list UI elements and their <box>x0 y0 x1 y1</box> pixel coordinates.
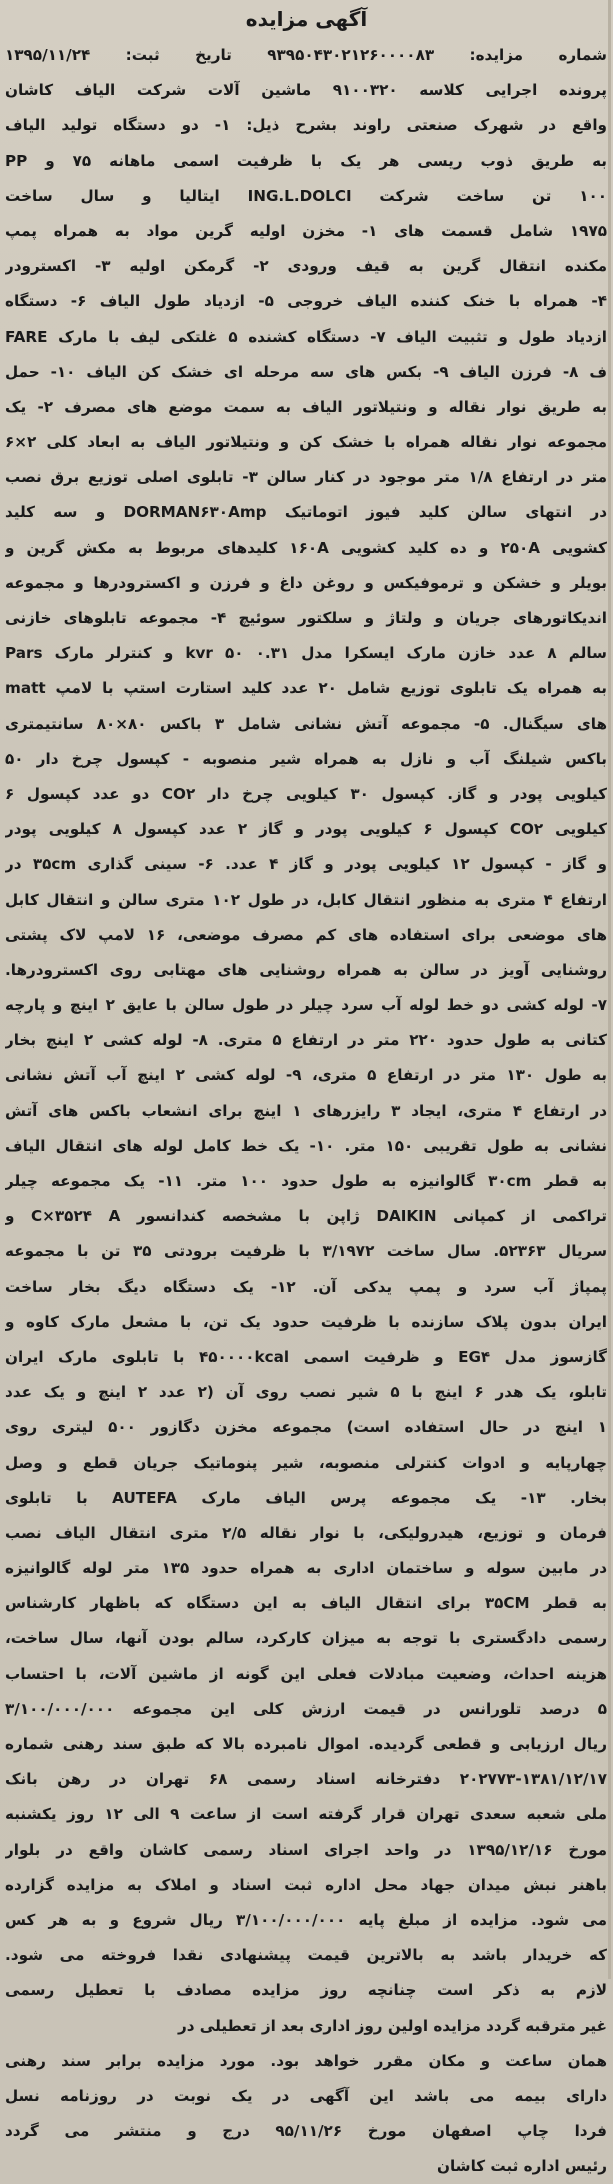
notice-line: اندیکاتورهای جریان و ولتاژ و سلکتور سوئیچ ۴- مجموعه تابلوهای خازنی <box>5 609 607 627</box>
notice-line: چهارپایه و ادوات کنترلی منصوبه، شیر پنوماتیک جریان قطع و وصل <box>5 1453 607 1472</box>
notice-line: متر در ارتفاع ۱/۸ متر موجود در کنار سالن ۳- تابلوی اصلی توزیع برق نصب <box>5 468 607 487</box>
notice-line: تابلو، یک هدر ۶ اینچ با ۵ شیر نصب روی آن (۲ عدد ۲ اینچ و یک عدد <box>5 1383 607 1402</box>
scan-edge-shadow <box>608 0 611 1979</box>
notice-line: سریال ۵۲۳۶۳. سال ساخت ۳/۱۹۷۲ با ظرفیت برودتی ۳۵ تن با مجموعه <box>5 1242 607 1261</box>
notice-line: در ارتفاع ۴ متری، ایجاد ۳ رایزرهای ۱ اینچ برای انشعاب باکس های آتش <box>5 1101 607 1120</box>
notice-line: کیلویی پودر و گاز. کپسول ۳۰ کیلویی چرخ دار CO۲ دو عدد کپسول ۶ <box>5 784 607 803</box>
notice-line: پمپاژ آب سرد و پمپ یدکی آن. ۱۲- یک دستگاه دیگ بخار ساخت <box>5 1277 607 1296</box>
notice-line: ۱۰۰ تن ساخت شرکت ING.L.DOLCI ایتالیا و سال ساخت <box>5 186 607 205</box>
notice-line: فرمان و توزیع، هیدرولیکی، با نوار نقاله ۲/۵ متری انتقال الیاف نصب <box>5 1523 607 1542</box>
notice-line: در انتهای سالن کلید فیوز اتوماتیک DORMAN۶۳۰Amp و سه کلید <box>5 503 607 522</box>
notice-line: گازسوز مدل EG۴ و ظرفیت اسمی ۴۵۰۰۰۰kcal با تابلوی مارک ایران <box>5 1347 607 1366</box>
notice-line: ۷- لوله کشی دو خط لوله آب سرد چیلر در طول سالن با عایق ۲ اینچ و پارچه <box>5 996 607 1015</box>
notice-line: هزینه احداث، وضعیت مبادلات فعلی این گونه از ماشین آلات، با احتساب <box>5 1664 607 1683</box>
notice-line: و گاز - کپسول ۱۲ کیلویی پودر و گاز ۴ عدد. ۶- سینی گذاری ۳۵cm در <box>5 855 607 874</box>
notice-line: مورخ ۱۳۹۵/۱۲/۱۶ در واحد اجرای اسناد رسمی کاشان واقع در بلوار <box>5 1840 607 1859</box>
notice-line: باهنر نبش میدان جهاد محل اداره ثبت اسناد و املاک به مزایده گزارده <box>5 1875 607 1894</box>
notice-line: واقع در شهرک صنعتی راوند بشرح ذیل: ۱- دو دستگاه تولید الیاف <box>5 116 607 135</box>
notice-line: ایران بدون پلاک سازنده با ظرفیت حدود یک تن، با مشعل مارک کاوه و <box>5 1312 607 1331</box>
notice-body <box>0 38 613 2184</box>
notice-line: می شود. مزایده از مبلغ پایه ۳/۱۰۰/۰۰۰/۰۰۰ ریال شروع و به هر کس <box>5 1910 607 1929</box>
notice-line: به طول ۱۳۰ متر در ارتفاع ۵ متری، ۹- لوله کشی ۲ اینچ آب آتش نشانی <box>5 1066 607 1085</box>
notice-line: شماره مزایده: ۹۳۹۵۰۴۳۰۲۱۲۶۰۰۰۰۸۳ تاریخ ثبت: ۱۳۹۵/۱۱/۲۴ <box>5 46 607 64</box>
notice-line: روشنایی آویز در سالن به همراه روشنایی های مهتابی روی اکسترودرها. <box>5 960 607 979</box>
notice-line: ارتفاع ۴ متری به منظور انتقال کابل، در طول ۱۰۲ متری سالن و انتقال کابل <box>5 890 607 909</box>
notice-line: غیر مترقبه گردد مزایده اولین روز اداری بعد از تعطیلی در <box>177 2016 607 2035</box>
notice-line: مجموعه نوار نقاله همراه با خشک کن و ونتیلاتور الیاف به ابعاد کلی ۲×۶ <box>5 433 607 452</box>
notice-line: نشانی به طول تقریبی ۱۵۰ متر. ۱۰- یک خط کامل لوله های انتقال الیاف <box>5 1136 607 1155</box>
notice-line: ۱۹۷۵ شامل قسمت های ۱- مخزن اولیه گرین مواد به همراه پمپ <box>5 221 607 240</box>
notice-line: ازدیاد طول و تثبیت الیاف ۷- دستگاه کشنده ۵ غلتکی لیف با مارک FARE <box>5 327 607 346</box>
notice-line: مکنده انتقال گرین به قیف ورودی ۲- گرمکن اولیه ۳- اکسترودر <box>5 257 607 276</box>
notice-line: کتانی به طول حدود ۲۲۰ متر در ارتفاع ۵ متری. ۸- لوله کشی ۲ اینچ بخار <box>5 1031 607 1050</box>
notice-line: لازم به ذکر است چنانچه روز مزایده مصادف با تعطیل رسمی <box>5 1981 607 2000</box>
notice-line: باکس شیلنگ آب و نازل به همراه شیر منصوبه - کپسول چرخ دار ۵۰ <box>5 749 607 768</box>
notice-line: در مابین سوله و ساختمان اداری به همراه حدود ۱۳۵ متر لوله گالوانیزه <box>5 1559 607 1578</box>
notice-title: آگهی مزایده <box>245 7 368 31</box>
notice-line: PP به طریق ذوب ریسی هر یک با ظرفیت اسمی ماهانه ۷۵ و <box>5 151 607 170</box>
notice-line: matt به همراه یک تابلوی توزیع شامل ۲۰ عدد کلید استارت استپ با لامپ <box>5 679 607 698</box>
notice-line: رسمی دادگستری با توجه به میزان کارکرد، سالم بودن آنها، سال ساخت، <box>5 1629 607 1648</box>
notice-line: ملی شعبه سعدی تهران قرار گرفته است از ساعت ۹ الی ۱۲ روز یکشنبه <box>5 1805 607 1824</box>
notice-line: به قطر ۳۰cm گالوانیزه به طول حدود ۱۰۰ متر. ۱۱- یک مجموعه چیلر <box>5 1172 607 1190</box>
notice-line: ف ۸- فرزن الیاف ۹- بکس های سه مرحله ای خشک کن الیاف ۱۰- حمل <box>5 362 607 381</box>
notice-line: که خریدار باشد به بالاترین قیمت پیشنهادی نقدا فروخته می شود. <box>5 1946 607 1965</box>
notice-line: به طریق نوار نقاله و ونتیلاتور الیاف به سمت موضع های مصرف ۲- یک <box>5 397 607 416</box>
notice-line: سالم ۸ عدد خازن مارک ایسکرا مدل ۰.۳۱ kvr ۵۰ و کنترلر مارک Pars <box>5 644 607 663</box>
notice-line: های موضعی برای استفاده های کم مصرف موضعی، ۱۶ لامپ لاک پشتی <box>5 925 607 944</box>
notice-line: کیلویی CO۲ کپسول ۶ کیلویی پودر و گاز ۲ عدد کپسول ۸ کیلویی پودر <box>5 820 607 839</box>
notice-line: ۵ درصد تلورانس در قیمت ارزش کلی این مجموعه ۳/۱۰۰/۰۰۰/۰۰۰ <box>5 1699 607 1718</box>
notice-line: همان ساعت و مکان مقرر خواهد بود. مورد مزایده برابر سند رهنی <box>5 2051 607 2070</box>
notice-line: به قطر ۳۵CM برای انتقال الیاف به این دستگاه که باظهار کارشناس <box>5 1594 607 1613</box>
notice-line: تراکمی از کمپانی DAIKIN ژاپن با مشخصه کندانسور C×۳۵۲۴ A و <box>5 1207 607 1226</box>
notice-line: های سیگنال. ۵- مجموعه آتش نشانی شامل ۳ باکس ۸۰×۸۰ سانتیمتری <box>5 714 607 733</box>
notice-line: رئیس اداره ثبت کاشان <box>436 2157 607 2176</box>
notice-line: بخار. ۱۳- یک مجموعه پرس الیاف مارک AUTEFA با تابلوی <box>5 1488 607 1507</box>
notice-line: ۴- همراه با خنک کننده الیاف خروجی ۵- ازدیاد طول الیاف ۶- دستگاه <box>5 292 607 311</box>
notice-line: دارای بیمه می باشد این آگهی در یک نوبت در روزنامه نسل <box>5 2086 607 2105</box>
notice-line: ۲۰۲۷۷۳-۱۳۸۱/۱۲/۱۷ دفترخانه اسناد رسمی ۶۸ تهران در رهن بانک <box>5 1770 607 1789</box>
notice-line: بویلر و خشکن و ترموفیکس و روغن داغ و فرزن و اکسترودرها و مجموعه <box>5 573 607 592</box>
notice-line: کشویی ۲۵۰A و ده کلید کشویی ۱۶۰A کلیدهای مربوط به مکش گرین و <box>5 538 607 557</box>
notice-line: فردا چاپ اصفهان مورخ ۹۵/۱۱/۲۶ درج و منتشر می گردد <box>5 2122 607 2141</box>
notice-line: پرونده اجرایی کلاسه ۹۱۰۰۳۲۰ ماشین آلات شرکت الیاف کاشان <box>5 81 607 100</box>
notice-line: ۱ اینچ در حال استفاده است) مجموعه مخزن دگازور ۵۰۰ لیتری روی <box>5 1418 607 1437</box>
notice-line: ریال ارزیابی و قطعی گردیده. اموال نامبرده بالا که طبق سند رهنی شماره <box>5 1735 607 1753</box>
